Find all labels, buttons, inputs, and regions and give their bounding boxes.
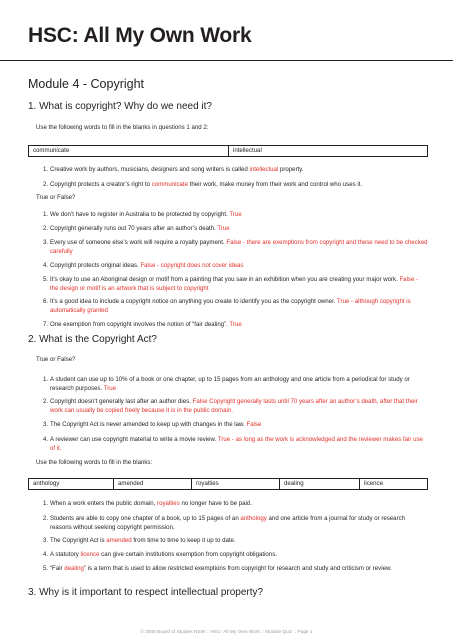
item-answer: intellectual xyxy=(249,166,279,173)
item-text: “Fair xyxy=(50,565,65,572)
s1-tf-item xyxy=(43,321,428,330)
item-number: 5. xyxy=(43,565,49,572)
s2-fill-item xyxy=(43,515,428,532)
item-number: 3. xyxy=(43,421,49,428)
item-number: 2. xyxy=(43,515,49,522)
item-text: Copyright protects original ideas. xyxy=(50,262,141,269)
item-number: 1. xyxy=(43,211,49,218)
item-text: can give certain institutions exemption from copyright obligations. xyxy=(99,551,277,558)
s1-fill-item xyxy=(43,181,428,190)
s1-tf-item xyxy=(43,262,428,271)
s2-fill-item xyxy=(43,551,428,560)
item-answer: amended xyxy=(106,537,132,544)
item-number: 2. xyxy=(43,225,49,232)
item-text: ” is a term that is used to allow restricted exemptions from copyright for research and study and criticism or review. xyxy=(83,565,392,572)
item-text: Creative work by authors, musicians, designers and song writers is called xyxy=(50,166,250,173)
item-text: When a work enters the public domain, xyxy=(50,500,158,507)
page-footer: © 2006 Board of Studies NSW :: HSC- All My Own Work :: Module Quiz :: Page 1 xyxy=(140,630,313,635)
item-answer: True - although copyright is automatically granted xyxy=(50,298,411,314)
item-number: 2. xyxy=(43,398,49,405)
item-answer: True xyxy=(217,225,230,232)
s1-instruction: Use the following words to fill in the blanks in questions 1 and 2: xyxy=(36,124,209,131)
item-answer: False - the design or motif is an artwork that is subject to copyright xyxy=(50,276,419,292)
s2-word-box xyxy=(28,478,428,490)
word-cell: licence xyxy=(364,480,383,487)
s2-tf-item xyxy=(43,398,428,415)
item-text: their work, make money from their work and control who uses it. xyxy=(187,181,363,188)
item-answer: False Copyright generally lasts until 70 years after an author’s death, after that their work can usually be copied freely because it is in the public domain. xyxy=(50,398,418,414)
s2-tf-item xyxy=(43,376,428,393)
item-answer: licence xyxy=(80,551,100,558)
item-text: from time to time to keep it up to date. xyxy=(131,537,236,544)
s1-fill-item xyxy=(43,166,428,175)
item-answer: False - copyright does not cover ideas xyxy=(140,262,244,269)
word-cell: royalties xyxy=(192,479,280,489)
s2-tf-item xyxy=(43,421,428,430)
s1-tf-item xyxy=(43,225,428,234)
word-cell: communicate xyxy=(29,146,229,156)
s1-tf-item xyxy=(43,298,428,315)
section-heading-1: 1. What is copyright? Why do we need it? xyxy=(28,101,212,112)
item-number: 2. xyxy=(43,181,49,188)
item-answer: anthology xyxy=(240,515,267,522)
item-text: The Copyright Act is never amended to keep up with changes in the law. xyxy=(50,421,247,428)
page-title: HSC: All My Own Work xyxy=(28,24,252,47)
item-text: A statutory xyxy=(50,551,81,558)
item-answer: True - as long as the work is acknowledged and the reviewer makes fair use of it. xyxy=(50,436,423,452)
item-text: Every use of someone else’s work will require a royalty payment. xyxy=(50,239,227,246)
item-text: A student can use up to 10% of a book or one chapter, up to 15 pages from an anthology and one article from a periodical for study or research purposes. xyxy=(50,376,410,392)
s1-tf-item xyxy=(43,239,428,256)
item-answer: True xyxy=(229,211,242,218)
item-text: Copyright protects a creator’s right to xyxy=(50,181,152,188)
word-cell: amended xyxy=(114,479,192,489)
s1-tf-item xyxy=(43,276,428,293)
module-heading: Module 4 - Copyright xyxy=(28,77,145,91)
item-answer: True xyxy=(103,384,117,392)
s2-tf-label: True or False? xyxy=(36,356,76,363)
item-number: 3. xyxy=(43,537,49,544)
item-text: The Copyright Act is xyxy=(50,537,107,544)
item-text: A reviewer can use copyright material to write a movie review. xyxy=(50,436,218,443)
item-number: 4. xyxy=(43,436,49,443)
s1-tf-label: True or False? xyxy=(36,194,76,201)
s2-fill-item xyxy=(43,537,428,546)
item-text: Copyright generally runs out 70 years after an author’s death. xyxy=(50,225,218,232)
item-number: 6. xyxy=(43,298,49,305)
s1-word-box xyxy=(28,145,428,157)
item-number: 1. xyxy=(43,166,49,173)
item-number: 4. xyxy=(43,551,49,558)
title-rule xyxy=(0,60,453,61)
item-number: 7. xyxy=(43,321,49,328)
item-number: 1. xyxy=(43,376,49,383)
item-answer: True xyxy=(229,321,242,328)
word-cell: intellectual xyxy=(233,147,262,154)
item-text: Copyright doesn’t generally last after an author dies. xyxy=(50,398,193,405)
word-cell: anthology xyxy=(29,479,114,489)
item-number: 3. xyxy=(43,239,49,246)
section-heading-3: 3. Why is it important to respect intellectual property? xyxy=(28,587,264,598)
item-text: It’s a good idea to include a copyright notice on anything you create to identify you as the copyright owner. xyxy=(50,298,338,305)
word-cell: dealing xyxy=(280,479,360,489)
item-text: It’s okay to use an Aboriginal design or motif from a painting that you saw in an exhibition when you are creating your major work. xyxy=(50,276,400,283)
item-answer: False xyxy=(246,421,262,428)
item-answer: communicate xyxy=(151,181,188,188)
s2-instruction: Use the following words to fill in the blanks: xyxy=(36,459,153,466)
item-answer: False - there are exemptions from copyright and these need to be checked carefully xyxy=(50,239,428,255)
item-text: and one article from a journal for study or research reasons without seeking copyright permission. xyxy=(50,515,406,531)
item-text: Students are able to copy one chapter of a book, up to 15 pages of an xyxy=(50,515,241,522)
s2-fill-item xyxy=(43,565,428,574)
item-number: 4. xyxy=(43,262,49,269)
item-number: 1. xyxy=(43,500,49,507)
item-text: One exemption from copyright involves the notion of “fair dealing”. xyxy=(50,321,230,328)
s1-tf-item xyxy=(43,211,428,220)
item-number: 5. xyxy=(43,276,49,283)
item-text: property. xyxy=(278,166,304,173)
item-answer: dealing xyxy=(64,565,84,572)
s2-tf-item xyxy=(43,436,428,453)
item-text: no longer have to be paid. xyxy=(179,500,252,507)
item-answer: royalties xyxy=(157,500,180,507)
section-heading-2: 2. What is the Copyright Act? xyxy=(28,334,157,345)
s2-fill-item xyxy=(43,500,428,509)
item-text: We don’t have to register in Australia to be protected by copyright. xyxy=(50,211,230,218)
